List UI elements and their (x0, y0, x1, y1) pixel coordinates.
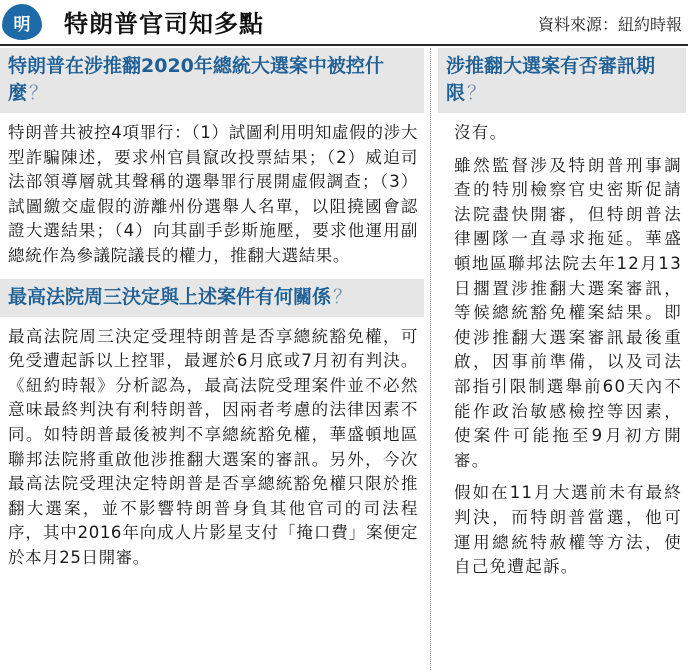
question-heading-2 (0, 279, 424, 317)
question-2-text: 最高法院周三決定與上述案件有何關係 (8, 285, 332, 308)
right-column (438, 48, 686, 580)
answer-paragraph-3c: 假如在11月大選前未有最終判決，而特朗普當選，他可運用總統特赦權等方法，使自己免遭起訴。 (454, 483, 682, 577)
answer-paragraph-3a: 沒有。 (454, 123, 508, 142)
question-heading-3 (438, 48, 686, 113)
answer-paragraph-2: 最高法院周三決定受理特朗普是否享總統豁免權，可免受遭起訴以上控罪，最遲於6月底或7月初有判決。《紐約時報》分析認為，最高法院受理案件並不必然意味最終判決有利特朗普，因兩者考慮的法律因素不同。如特朗普最後被判不享總統豁免權，華盛頓地區聯邦法院將重啟他涉推翻大選案的審訊。另外，今次最高法院受理決定特朗普是否享總統豁免權只限於推翻大選案，並不影響特朗普身負其他官司的司法程序，其中2016年向成人片影星支付「掩口費」案便定於本月25日開審。 (8, 326, 418, 567)
question-heading-1 (0, 48, 424, 113)
left-column (0, 48, 424, 571)
question-3-text: 涉推翻大選案有否審訊期限 (446, 55, 656, 104)
column-divider (430, 48, 431, 670)
logo-text: 明 (13, 14, 31, 35)
answer-paragraph-1: 特朗普共被控4項罪行：（1）試圖利用明知虛假的涉大型詐騙陳述，要求州官員竄改投票結果；（2）威迫司法部領導層就其聲稱的選舉罪行展開虛假調查；（3）試圖繳交虛假的游離州份選舉人名單，以阻撓國會認證大選結果；（4）向其副手彭斯施壓，要求他運用副總統作為參議院議長的權力，推翻大選結果。 (8, 123, 418, 265)
question-mark: ？ (29, 82, 49, 104)
page-header (0, 0, 688, 46)
source-credit: 資料來源：紐約時報 (537, 15, 682, 34)
answer-paragraph-3b: 雖然監督涉及特朗普刑事調查的特別檢察官史密斯促請法院盡快開審，但特朗普法律團隊一直尋求拖延。華盛頓地區聯邦法院去年12月13日擱置涉推翻大選案審訊，等候總統豁免權案結果。即使涉推翻大選案審訊最後重啟，因事前準備，以及司法部指引限制選舉前60天內不能作政治敏感檢控等因素，使案件可能拖至9月初方開審。 (454, 155, 682, 470)
question-mark: ？ (333, 285, 353, 308)
newspaper-logo (2, 4, 42, 40)
question-mark: ？ (467, 82, 487, 104)
page-title: 特朗普官司知多點 (64, 10, 264, 38)
question-1-text: 特朗普在涉推翻2020年總統大選案中被控什麼 (8, 55, 384, 104)
